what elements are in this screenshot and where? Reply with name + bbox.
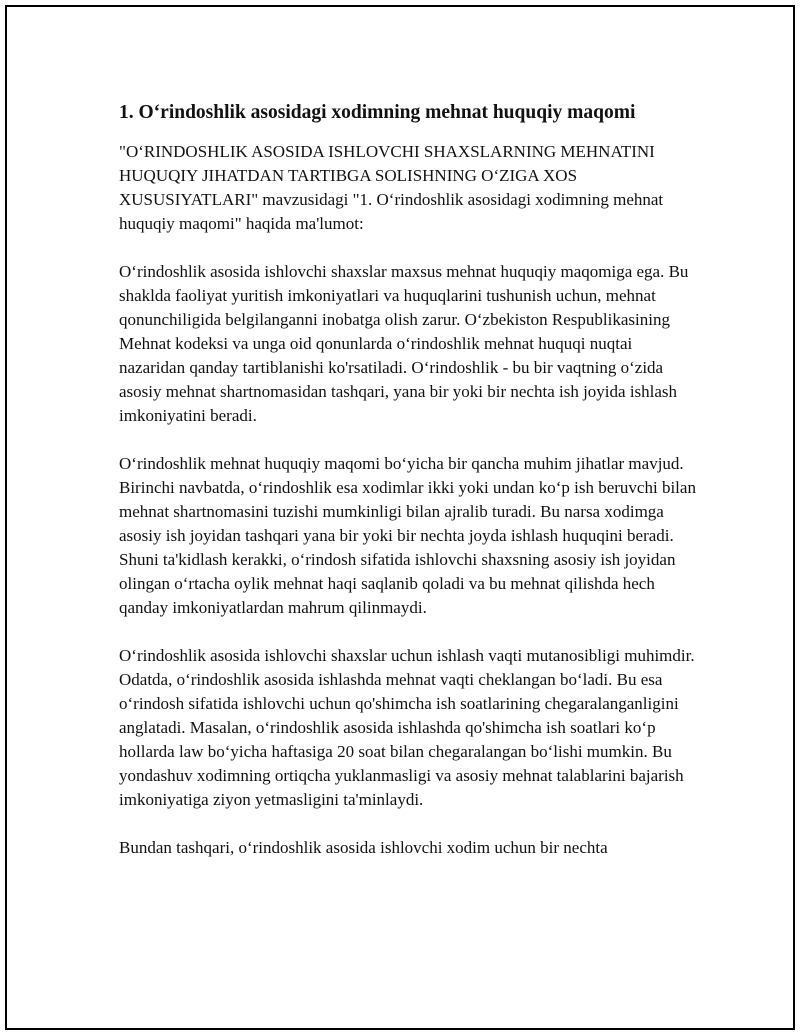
paragraph-working-hours: O‘rindoshlik asosida ishlovchi shaxslar uchun ishlash vaqti mutanosibligi muhimdir. Odatda, o‘rindoshlik asosida ishlashda mehnat vaqti cheklangan bo‘ladi. Bu esa o‘rindosh sifatida ishlovchi uchun qo'shimcha ish soatlarining chegaralanganligini anglatadi. Masalan, o‘rindoshlik asosida ishlashda qo'shimcha ish soatlari ko‘p hollarda law bo‘yicha haftasiga 20 soat bilan chegaralangan bo‘lishi mumkin. Bu yondashuv xodimning ortiqcha yuklanmasligi va asosiy mehnat talablarini bajarish imkoniyatiga ziyon yetmasligini ta'minlaydi. bbox=[119, 646, 695, 809]
paragraph-legal-status: O‘rindoshlik asosida ishlovchi shaxslar maxsus mehnat huquqiy maqomiga ega. Bu shaklda faoliyat yuritish imkoniyatlari va huquqlarini tushunish uchun, mehnat qonunchiligida belgilanganni inobatga olish zarur. O‘zbekiston Respublikasining Mehnat kodeksi va unga oid qonunlarda o‘rindoshlik mehnat huquqi nuqtai nazaridan qanday tartiblanishi ko'rsatiladi. O‘rindoshlik - bu bir vaqtning o‘zida asosiy mehnat shartnomasidan tashqari, yana bir yoki bir nechta ish joyida ishlash imkoniyatini beradi. bbox=[119, 262, 689, 425]
intro-paragraph: "O‘RINDOSHLIK ASOSIDA ISHLOVCHI SHAXSLARNING MEHNATINI HUQUQIY JIHATDAN TARTIBGA SOLISHNING O‘ZIGA XOS XUSUSIYATLARI" mavzusidagi "1. O‘rindoshlik asosidagi xodimning mehnat huquqiy maqomi" haqida ma'lumot: bbox=[119, 142, 664, 233]
section-heading: 1. O‘rindoshlik asosidagi xodimning mehnat huquqiy maqomi bbox=[119, 102, 636, 123]
paragraph-continuation: Bundan tashqari, o‘rindoshlik asosida ishlovchi xodim uchun bir nechta bbox=[119, 838, 608, 857]
page-frame bbox=[5, 5, 795, 1030]
paragraph-key-aspects: O‘rindoshlik mehnat huquqiy maqomi bo‘yicha bir qancha muhim jihatlar mavjud. Birinchi navbatda, o‘rindoshlik esa xodimlar ikki yoki undan ko‘p ish beruvchi bilan mehnat shartnomasini tuzishi mumkinligi bilan ajralib turadi. Bu narsa xodimga asosiy ish joyidan tashqari yana bir yoki bir nechta joyda ishlash huquqini beradi. Shuni ta'kidlash kerakki, o‘rindosh sifatida ishlovchi shaxsning asosiy ish joyidan olingan o‘rtacha oylik mehnat haqi saqlanib qoladi va bu mehnat qilishda hech qanday imkoniyatlardan mahrum qilinmaydi. bbox=[119, 454, 696, 617]
document-body bbox=[119, 100, 699, 884]
